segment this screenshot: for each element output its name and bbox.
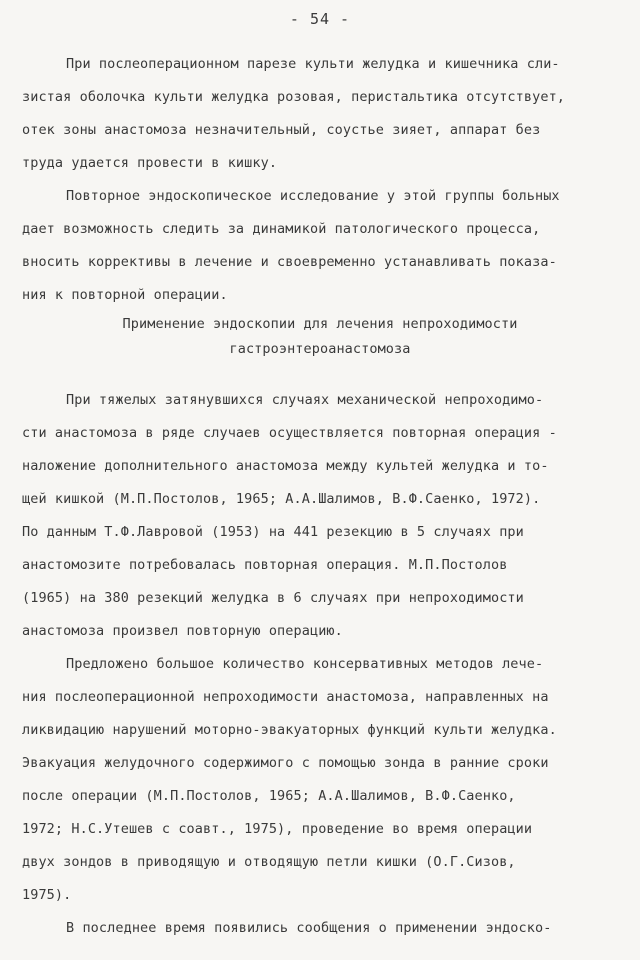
text-line: труда удается провести в кишку.: [22, 155, 278, 171]
text-line: В последнее время появились сообщения о применении эндоско-: [66, 920, 552, 936]
text-line: сти анастомоза в ряде случаев осуществляется повторная операция -: [22, 425, 557, 441]
text-line: (1965) на 380 резекций желудка в 6 случаях при непроходимости: [22, 590, 524, 606]
text-line: При тяжелых затянувшихся случаях механической непроходимо-: [66, 392, 544, 408]
text-line: двух зондов в приводящую и отводящую петли кишки (О.Г.Сизов,: [22, 854, 516, 870]
text-line: По данным Т.Ф.Лавровой (1953) на 441 резекцию в 5 случаях при: [22, 524, 524, 540]
text-line: дает возможность следить за динамикой патологического процесса,: [22, 221, 541, 237]
text-line: наложение дополнительного анастомоза между культей желудка и то-: [22, 458, 549, 474]
text-line: ния послеоперационной непроходимости анастомоза, направленных на: [22, 689, 549, 705]
text-line: 1975).: [22, 887, 72, 903]
text-line: отек зоны анастомоза незначительный, соустье зияет, аппарат без: [22, 122, 541, 138]
text-line: ния к повторной операции.: [22, 287, 228, 303]
text-line: Предложено большое количество консервативных методов лече-: [66, 656, 544, 672]
text-line: после операции (М.П.Постолов, 1965; А.А.Шалимов, В.Ф.Саенко,: [22, 788, 516, 804]
text-line: зистая оболочка культи желудка розовая, перистальтика отсутствует,: [22, 89, 566, 105]
section-heading: Применение эндоскопии для лечения непроходимости: [122, 316, 518, 332]
text-line: При послеоперационном парезе культи желудка и кишечника сли-: [66, 56, 560, 72]
text-line: Повторное эндоскопическое исследование у этой группы больных: [66, 188, 560, 204]
text-line: анастомозите потребовалась повторная операция. М.П.Постолов: [22, 557, 508, 573]
text-line: Эвакуация желудочного содержимого с помощью зонда в ранние сроки: [22, 755, 549, 771]
page-number: - 54 -: [289, 10, 351, 28]
text-line: ликвидацию нарушений моторно-эвакуаторных функций культи желудка.: [22, 722, 557, 738]
text-line: 1972; Н.С.Утешев с соавт., 1975), проведение во время операции: [22, 821, 533, 837]
text-line: щей кишкой (М.П.Постолов, 1965; А.А.Шалимов, В.Ф.Саенко, 1972).: [22, 491, 541, 507]
section-heading: гастроэнтероанастомоза: [229, 341, 411, 357]
text-line: вносить коррективы в лечение и своевременно устанавливать показа-: [22, 254, 557, 270]
text-line: анастомоза произвел повторную операцию.: [22, 623, 343, 639]
